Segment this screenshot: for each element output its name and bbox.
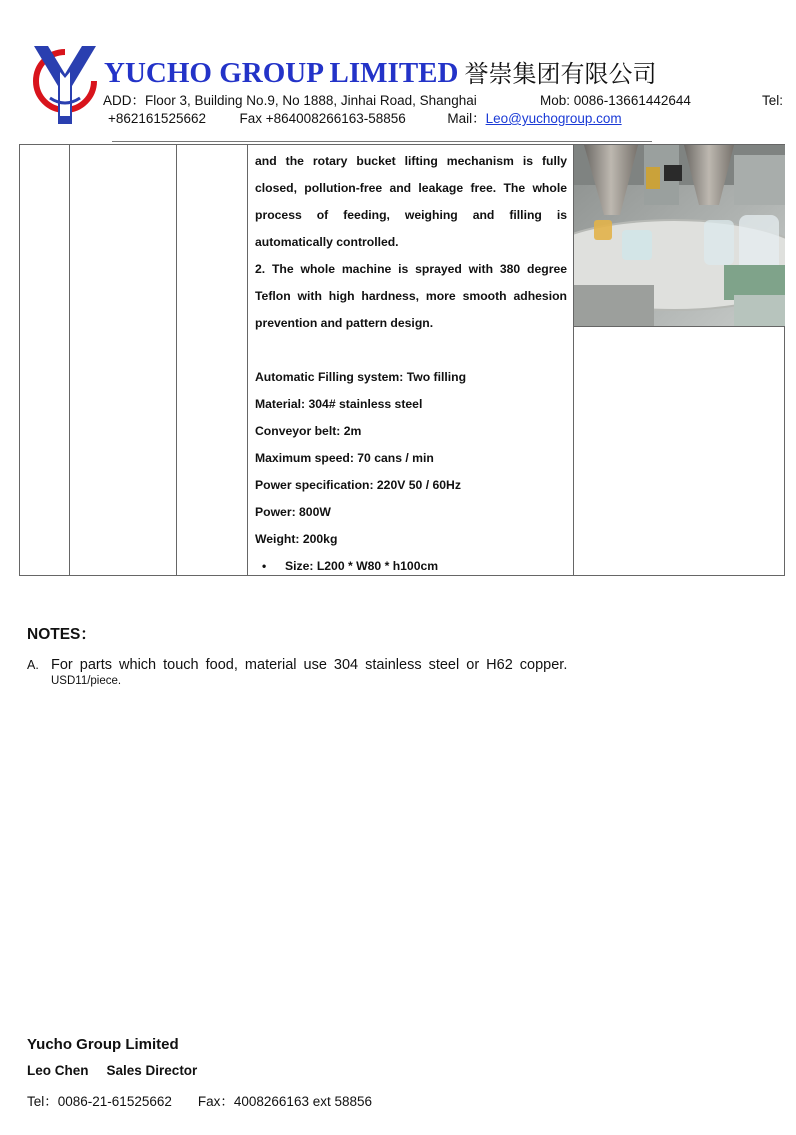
contact-line bbox=[108, 111, 622, 127]
parameter-line: Maximum speed: 70 cans / min bbox=[255, 451, 434, 465]
note-item bbox=[27, 657, 567, 673]
notes-title: NOTES： bbox=[27, 626, 96, 643]
table-column-divider bbox=[69, 145, 70, 575]
company-mobile: Mob: 0086-13661442644 bbox=[540, 93, 691, 108]
company-tel-number: +862161525662 bbox=[108, 111, 206, 126]
signature-tel: Tel：0086-21-61525662 bbox=[27, 1094, 172, 1109]
signature-role: Sales Director bbox=[106, 1063, 198, 1078]
size-bullet-item: • Size: L200 * W80 * h100cm bbox=[255, 553, 567, 580]
spec-table bbox=[19, 144, 785, 576]
parameter-line: Conveyor belt: 2m bbox=[255, 424, 362, 438]
photo-cell-divider bbox=[574, 326, 785, 327]
filling-machine-photo bbox=[574, 145, 785, 326]
description-paragraph: and the rotary bucket lifting mechanism is fully closed, pollution-free and leakage free. The whole process of feeding, weighing and filling is automatically controlled. bbox=[255, 154, 567, 249]
mail-label: Mail： bbox=[447, 111, 486, 126]
company-fax: Fax +864008266163-58856 bbox=[239, 111, 406, 126]
parameter-line: Material: 304# stainless steel bbox=[255, 397, 423, 411]
note-item-label: A. bbox=[27, 658, 39, 672]
mail-link[interactable]: Leo@yuchogroup.com bbox=[485, 111, 622, 126]
company-tel-label: Tel: bbox=[762, 93, 784, 108]
table-column-divider bbox=[176, 145, 177, 575]
signature-fax: Fax：4008266163 ext 58856 bbox=[197, 1094, 373, 1109]
company-name-en: YUCHO GROUP LIMITED bbox=[104, 57, 459, 89]
parameter-line: Power specification: 220V 50 / 60Hz bbox=[255, 478, 461, 492]
signature-company: Yucho Group Limited bbox=[27, 1036, 179, 1053]
table-column-divider bbox=[247, 145, 248, 575]
header-divider bbox=[112, 141, 652, 142]
company-address: ADD：Floor 3, Building No.9, No 1888, Jinhai Road, Shanghai bbox=[103, 93, 477, 108]
company-name-cn: 誉崇集团有限公司 bbox=[464, 60, 657, 88]
yucho-logo-icon bbox=[30, 44, 100, 126]
parameter-line: Weight: 200kg bbox=[255, 532, 338, 546]
signature-person bbox=[27, 1063, 197, 1078]
signature-name: Leo Chen bbox=[27, 1063, 89, 1078]
size-list bbox=[255, 553, 567, 580]
note-item-text: For parts which touch food, material use 304 stainless steel or H62 copper. bbox=[51, 657, 568, 673]
signature-contact bbox=[27, 1090, 372, 1110]
company-title bbox=[104, 56, 656, 91]
note-item-price: USD11/piece. bbox=[51, 675, 122, 687]
description-paragraph: 2. The whole machine is sprayed with 380 degree Teflon with high hardness, more smooth adhesion prevention and pattern design. bbox=[255, 262, 567, 330]
description-cell bbox=[255, 148, 567, 580]
parameter-line: Automatic Filling system: Two filling bbox=[255, 370, 467, 384]
parameter-line: Power: 800W bbox=[255, 505, 331, 519]
